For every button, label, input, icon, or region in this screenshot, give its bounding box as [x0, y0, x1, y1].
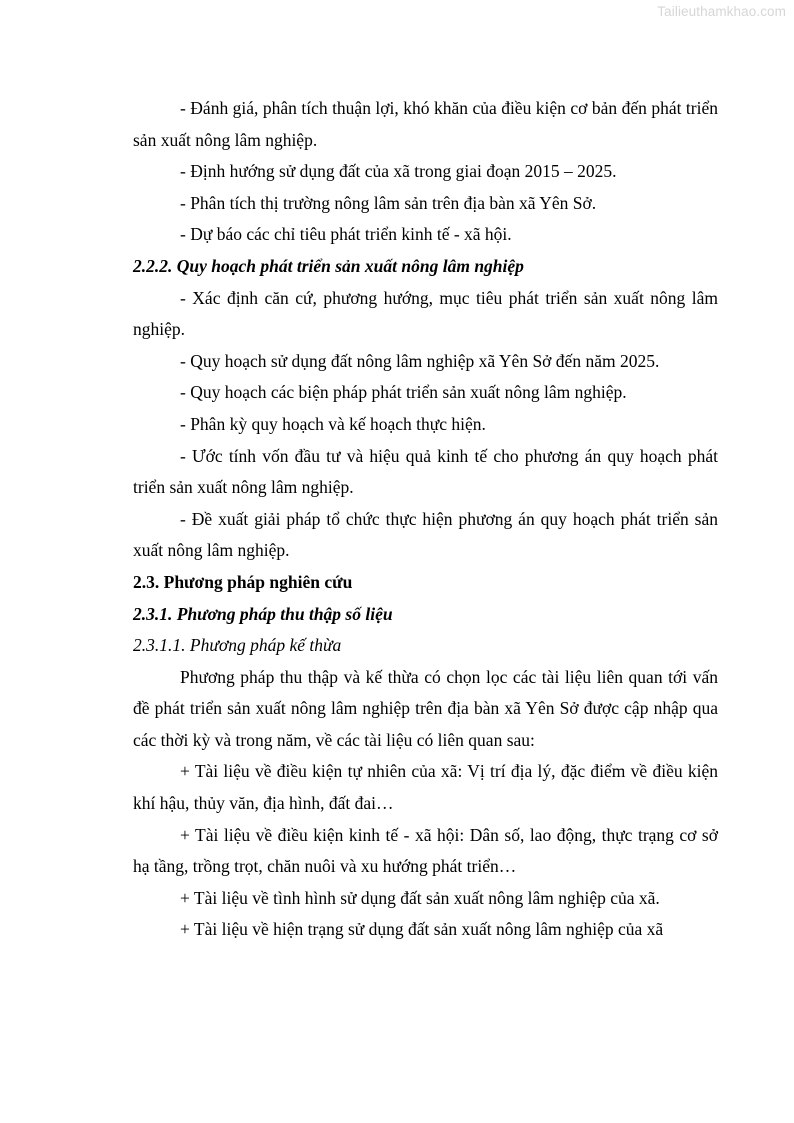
paragraph-dinh-huong: - Định hướng sử dụng đất của xã trong giai đoạn 2015 – 2025. — [180, 161, 617, 182]
paragraph-tai-lieu-tinh-hinh: + Tài liệu về tình hình sử dụng đất sản xuất nông lâm nghiệp của xã. — [180, 887, 660, 908]
paragraph-phan-tich: - Phân tích thị trường nông lâm sản trên địa bàn xã Yên Sở. — [180, 192, 597, 213]
paragraph-phan-ky: - Phân kỳ quy hoạch và kế hoạch thực hiện. — [180, 413, 486, 434]
document-page — [133, 93, 718, 946]
heading-2-2-2: 2.2.2. Quy hoạch phát triển sản xuất nông lâm nghiệp — [133, 255, 524, 276]
paragraph-xac-dinh: - Xác định căn cứ, phương hướng, mục tiêu phát triển sản xuất nông lâm nghiệp. — [133, 287, 718, 340]
paragraph-quy-hoach-bien-phap: - Quy hoạch các biện pháp phát triển sản xuất nông lâm nghiệp. — [180, 382, 627, 403]
subheading-2-3-1-1: 2.3.1.1. Phương pháp kế thừa — [133, 635, 342, 656]
paragraph-tai-lieu-hien-trang: + Tài liệu về hiện trạng sử dụng đất sản xuất nông lâm nghiệp của xã — [180, 919, 664, 940]
paragraph-danh-gia: - Đánh giá, phân tích thuận lợi, khó khăn của điều kiện cơ bản đến phát triển sản xuất nông lâm nghiệp. — [133, 98, 718, 150]
paragraph-tai-lieu-tu-nhien: + Tài liệu về điều kiện tự nhiên của xã: Vị trí địa lý, đặc điểm về điều kiện khí hậu, thủy văn, địa hình, đất đai… — [133, 761, 718, 814]
paragraph-de-xuat: - Đề xuất giải pháp tổ chức thực hiện phương án quy hoạch phát triển sản xuất nông lâm nghiệp. — [133, 508, 718, 561]
heading-2-3-1: 2.3.1. Phương pháp thu thập số liệu — [133, 603, 393, 624]
paragraph-quy-hoach-dat: - Quy hoạch sử dụng đất nông lâm nghiệp xã Yên Sở đến năm 2025. — [180, 350, 660, 371]
paragraph-uoc-tinh: - Ước tính vốn đầu tư và hiệu quả kinh tế cho phương án quy hoạch phát triển sản xuất nông lâm nghiệp. — [133, 445, 718, 498]
paragraph-du-bao: - Dự báo các chỉ tiêu phát triển kinh tế - xã hội. — [180, 224, 512, 245]
paragraph-tai-lieu-kinh-te: + Tài liệu về điều kiện kinh tế - xã hội: Dân số, lao động, thực trạng cơ sở hạ tầng, trồng trọt, chăn nuôi và xu hướng phát triển… — [133, 824, 718, 877]
watermark: Tailieuthamkhao.com — [657, 4, 786, 19]
paragraph-phuong-phap: Phương pháp thu thập và kế thừa có chọn lọc các tài liệu liên quan tới vấn đề phát triển sản xuất nông lâm nghiệp trên địa bàn xã Yên Sở được cập nhập qua các thời kỳ và trong năm, về các tài liệu có liên quan sau: — [133, 666, 718, 750]
section-2-3: 2.3. Phương pháp nghiên cứu — [133, 571, 353, 592]
